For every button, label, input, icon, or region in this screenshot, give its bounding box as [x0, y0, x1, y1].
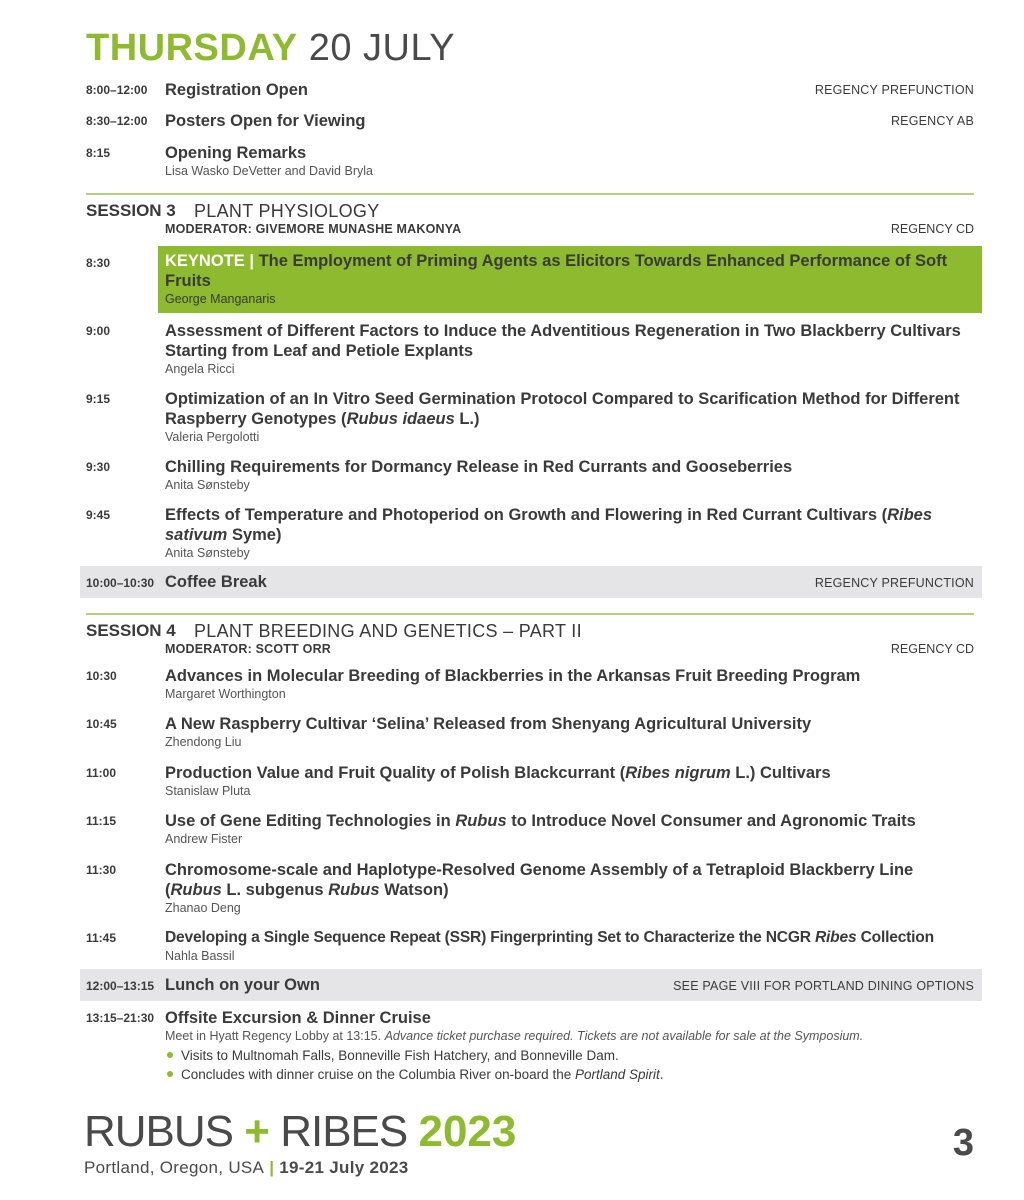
talk-10-30: [86, 666, 974, 702]
schedule-title: Posters Open for Viewing: [165, 112, 366, 130]
speaker-name: Andrew Fister: [165, 832, 243, 846]
talk-title: Chromosome-scale and Haplotype-Resolved Genome Assembly of a Tetraploid Blackberry Line (Rubus L. subgenus Rubus Watson): [165, 861, 914, 899]
session-moderator: MODERATOR: GIVEMORE MUNASHE MAKONYA: [165, 222, 462, 236]
talk-title: Production Value and Fruit Quality of Polish Blackcurrant (Ribes nigrum L.) Cultivars: [165, 764, 831, 782]
talk-title: A New Raspberry Cultivar ‘Selina’ Released from Shenyang Agricultural University: [165, 715, 812, 733]
keynote-title: [165, 251, 972, 291]
speaker-name: Lisa Wasko DeVetter and David Bryla: [165, 164, 373, 178]
schedule-title: Lunch on your Own: [165, 976, 320, 994]
section-divider: [86, 193, 974, 195]
speaker-name: George Manganaris: [165, 292, 276, 306]
schedule-time: 8:30: [86, 256, 111, 270]
speaker-name: Zhendong Liu: [165, 735, 242, 749]
speaker-name: Anita Sønsteby: [165, 478, 250, 492]
talk-10-45: [86, 714, 974, 750]
schedule-time: 12:00–13:15: [86, 979, 155, 993]
section-divider: [86, 613, 974, 615]
schedule-time: 11:00: [86, 766, 117, 780]
schedule-time: 9:00: [86, 324, 111, 338]
speaker-name: Zhanao Deng: [165, 901, 241, 915]
keynote-tag: KEYNOTE: [165, 252, 245, 270]
schedule-time: 11:45: [86, 931, 117, 945]
schedule-item-posters: [86, 111, 974, 131]
page-title-date: 20 JULY: [308, 27, 456, 69]
lunch-band: [80, 969, 982, 1001]
venue-label: REGENCY CD: [890, 642, 974, 656]
schedule-title: Offsite Excursion & Dinner Cruise: [165, 1009, 431, 1027]
talk-11-00: [86, 763, 974, 799]
schedule-item-registration: [86, 80, 974, 100]
speaker-name: Valeria Pergolotti: [165, 430, 260, 444]
coffee-break-band: [80, 566, 982, 598]
venue-label: REGENCY PREFUNCTION: [814, 83, 974, 97]
session-3-header: [86, 201, 974, 241]
page-title: [86, 26, 455, 70]
session-moderator: MODERATOR: SCOTT ORR: [165, 642, 332, 656]
session-4-header: [86, 621, 974, 661]
talk-title: Chilling Requirements for Dormancy Release in Red Currants and Gooseberries: [165, 458, 793, 476]
speaker-name: Angela Ricci: [165, 362, 235, 376]
venue-label: REGENCY AB: [890, 114, 974, 128]
schedule-title: Registration Open: [165, 81, 309, 99]
brand-wordmark: RUBUS + RIBES 2023: [84, 1107, 517, 1156]
bullet-dot-icon: [167, 1052, 173, 1058]
schedule-time: 8:00–12:00: [86, 83, 148, 97]
venue-label: SEE PAGE VIII FOR PORTLAND DINING OPTIONS: [673, 979, 974, 993]
schedule-time: 11:15: [86, 814, 117, 828]
schedule-time: 9:30: [86, 460, 111, 474]
session-name: PLANT PHYSIOLOGY: [194, 201, 380, 221]
talk-11-15: [86, 811, 974, 847]
excursion-bullets: [165, 1046, 974, 1084]
schedule-time: 10:30: [86, 669, 117, 683]
conference-logo: [84, 1108, 516, 1178]
schedule-title: Coffee Break: [165, 573, 267, 591]
venue-label: REGENCY CD: [890, 222, 974, 236]
speaker-name: Margaret Worthington: [165, 687, 286, 701]
session-label: SESSION 4: [86, 621, 176, 640]
keynote-highlight: [158, 246, 982, 313]
speaker-name: Nahla Bassil: [165, 949, 235, 963]
schedule-item-opening-remarks: [86, 143, 974, 179]
talk-title: Developing a Single Sequence Repeat (SSR) Fingerprinting Set to Characterize the NCGR Ribes Collection: [165, 929, 934, 946]
talk-9-30: [86, 457, 974, 493]
bullet-item: Concludes with dinner cruise on the Columbia River on-board the Portland Spirit.: [165, 1065, 974, 1084]
excursion-details: Meet in Hyatt Regency Lobby at 13:15. Advance ticket purchase required. Tickets are not available for sale at the Symposium.: [165, 1029, 864, 1043]
talk-title: Advances in Molecular Breeding of Blackberries in the Arkansas Fruit Breeding Program: [165, 667, 861, 685]
venue-label: REGENCY PREFUNCTION: [814, 576, 974, 590]
conference-location-dates: Portland, Oregon, USA | 19-21 July 2023: [84, 1158, 409, 1177]
talk-title: Use of Gene Editing Technologies in Rubus to Introduce Novel Consumer and Agronomic Traits: [165, 812, 916, 830]
talk-9-45: [86, 505, 974, 561]
session-name: PLANT BREEDING AND GENETICS – PART II: [194, 621, 582, 641]
schedule-time: 8:30–12:00: [86, 114, 148, 128]
talk-9-00: [86, 321, 974, 377]
talk-9-15: [86, 389, 974, 445]
speaker-name: Stanislaw Pluta: [165, 784, 251, 798]
schedule-time: 8:15: [86, 146, 111, 160]
schedule-time: 9:45: [86, 508, 111, 522]
page-number: 3: [952, 1122, 974, 1164]
schedule-time: 10:45: [86, 717, 117, 731]
session-label: SESSION 3: [86, 201, 176, 220]
schedule-time: 13:15–21:30: [86, 1011, 155, 1025]
schedule-time: 10:00–10:30: [86, 576, 155, 590]
schedule-title: Opening Remarks: [165, 144, 307, 162]
bullet-dot-icon: [167, 1071, 173, 1077]
talk-title: Assessment of Different Factors to Induce the Adventitious Regeneration in Two Blackberry Cultivars Starting from Leaf and Petiole Explants: [165, 322, 961, 360]
schedule-time: 11:30: [86, 863, 117, 877]
keynote-separator: |: [244, 252, 259, 270]
talk-11-30: [86, 860, 974, 916]
talk-11-45: [86, 928, 974, 964]
page-title-day: THURSDAY: [86, 27, 298, 69]
schedule-time: 9:15: [86, 392, 111, 406]
talk-title: Optimization of an In Vitro Seed Germination Protocol Compared to Scarification Method for Different Raspberry Genotypes (Rubus idaeus L.): [165, 390, 960, 428]
talk-title: Effects of Temperature and Photoperiod on Growth and Flowering in Red Currant Cultivars (Ribes sativum Syme): [165, 506, 933, 544]
bullet-item: Visits to Multnomah Falls, Bonneville Fish Hatchery, and Bonneville Dam.: [165, 1046, 974, 1065]
speaker-name: Anita Sønsteby: [165, 546, 250, 560]
schedule-item-excursion: [86, 1008, 974, 1084]
keynote-title-text: The Employment of Priming Agents as Elicitors Towards Enhanced Performance of Soft Fruits: [165, 252, 948, 290]
